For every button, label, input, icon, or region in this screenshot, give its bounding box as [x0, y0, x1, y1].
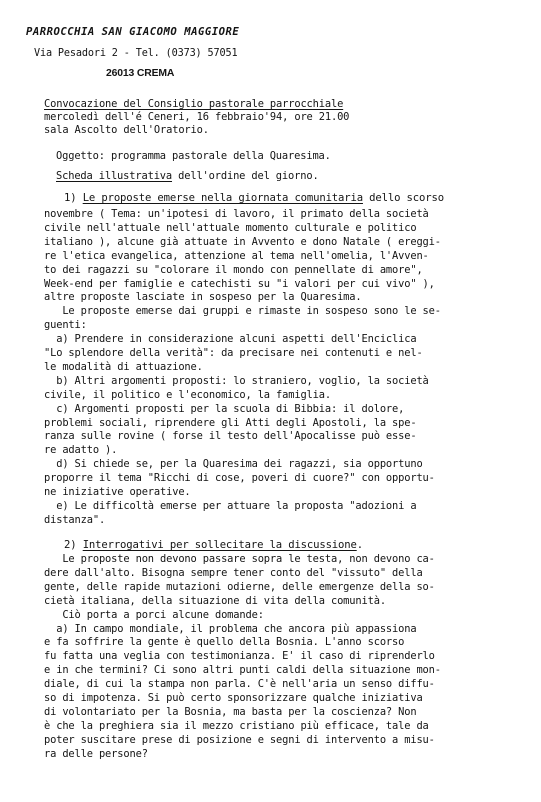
- body-line: Le proposte non devono passare sopra le testa, non devono ca-: [44, 553, 435, 565]
- body-line: italiano ), alcune già attuate in Avvento e dono Natale ( ereggi-: [44, 235, 441, 248]
- body-line: Le proposte emerse dai gruppi e rimaste in sospeso sono le se-: [44, 305, 441, 318]
- parish-address: Via Pesadori 2 - Tel. (0373) 57051: [34, 48, 238, 59]
- body-line: "Lo splendore della verità": da precisare nei contenuti e nel-: [44, 347, 423, 359]
- body-line: to dei ragazzi su "colorare il mondo con pennellate di amore",: [44, 263, 423, 276]
- body-line: fu fatta una veglia con testimonianza. E' il caso di riprenderlo: [44, 650, 435, 663]
- body-line: gente, delle rapide mutazioni odierne, delle emergenze della so-: [44, 580, 435, 593]
- body-line: c) Argomenti proposti per la scuola di Bibbia: il dolore,: [44, 402, 405, 415]
- convocation-where: sala Ascolto dell'Oratorio.: [44, 124, 209, 136]
- body-line: e in che termini? Ci sono altri punti caldi della situazione mon-: [44, 664, 441, 677]
- body-line: poter suscitare prese di posizione e segni di intervento a misu-: [44, 733, 435, 746]
- body-line: a) In campo mondiale, il problema che ancora più appassiona: [44, 622, 417, 635]
- body-line: Ciò porta a porci alcune domande:: [44, 608, 264, 621]
- subject-line: Oggetto: programma pastorale della Quaresima.: [56, 150, 331, 162]
- parish-city: 26013 CREMA: [106, 68, 175, 79]
- parish-name: PARROCCHIA SAN GIACOMO MAGGIORE: [26, 26, 240, 38]
- body-line: re l'etica evangelica, attenzione al tema nell'omelia, l'Avven-: [44, 249, 429, 262]
- scheda-line: [56, 170, 319, 183]
- body-line: le modalità di attuazione.: [44, 360, 203, 373]
- section2-title-rest: .: [356, 539, 363, 551]
- convocation-when: mercoledì dell'é Ceneri, 16 febbraio'94, ore 21.00: [44, 111, 350, 123]
- section1-title: Le proposte emerse nella giornata comunitaria: [82, 192, 363, 204]
- body-line: dere dall'alto. Bisogna sempre tener conto del "vissuto" della: [44, 566, 423, 579]
- section1-number: 1): [64, 192, 83, 204]
- body-line: re adatto ).: [44, 444, 118, 457]
- section2-heading: [64, 539, 363, 552]
- body-line: è che la preghiera sia il mezzo cristiano più efficace, tale da: [44, 719, 429, 732]
- section2-number: 2): [64, 539, 83, 551]
- body-line: d) Si chiede se, per la Quaresima dei ragazzi, sia opportuno: [44, 458, 423, 471]
- body-line: e) Le difficoltà emerse per attuare la proposta "adozioni a: [44, 499, 417, 512]
- body-line: ra delle persone?: [44, 747, 148, 760]
- body-line: cietà italiana, della situazione di vita della comunità.: [44, 594, 386, 607]
- body-line: guenti:: [44, 319, 87, 332]
- body-line: di volontariato per la Bosnia, ma basta per la coscienza? Non: [44, 705, 417, 718]
- scheda-underlined: Scheda illustrativa: [56, 170, 173, 182]
- body-line: Week-end per famiglie e catechisti su "i valori per cui vivo" ),: [44, 277, 435, 290]
- body-line: novembre ( Tema: un'ipotesi di lavoro, il primato della società: [44, 208, 429, 220]
- scheda-rest: dell'ordine del giorno.: [172, 170, 319, 182]
- section1-heading: [64, 192, 444, 205]
- body-line: a) Prendere in considerazione alcuni aspetti dell'Enciclica: [44, 333, 417, 346]
- body-line: so di impotenza. Si può certo sponsorizzare qualche iniziativa: [44, 692, 423, 704]
- section2-title: Interrogativi per sollecitare la discussione: [82, 539, 357, 551]
- body-line: proporre il tema "Ricchi di cose, poveri di cuore?" con opportu-: [44, 472, 435, 485]
- body-line: problemi sociali, riprendere gli Atti degli Apostoli, la spe-: [44, 416, 417, 429]
- convocation-title: Convocazione del Consiglio pastorale parrocchiale: [44, 98, 344, 110]
- body-line: diale, di cui la stampa non parla. C'è nell'aria un senso diffu-: [44, 678, 435, 691]
- body-line: ranza sulle rovine ( forse il testo dell'Apocalisse può esse-: [44, 430, 417, 443]
- body-line: b) Altri argomenti proposti: lo straniero, voglio, la società: [44, 374, 429, 387]
- section1-title-rest: dello scorso: [362, 192, 444, 204]
- body-line: ne iniziative operative.: [44, 486, 191, 498]
- body-line: civile nell'attuale nell'attuale momento culturale e politico: [44, 221, 417, 234]
- body-line: e fa soffrire la gente è quello della Bosnia. L'anno scorso: [44, 636, 405, 649]
- body-line: altre proposte lasciate in sospeso per la Quaresima.: [44, 291, 362, 304]
- body-line: civile, il politico e l'economico, la famiglia.: [44, 388, 331, 401]
- body-line: distanza".: [44, 513, 106, 526]
